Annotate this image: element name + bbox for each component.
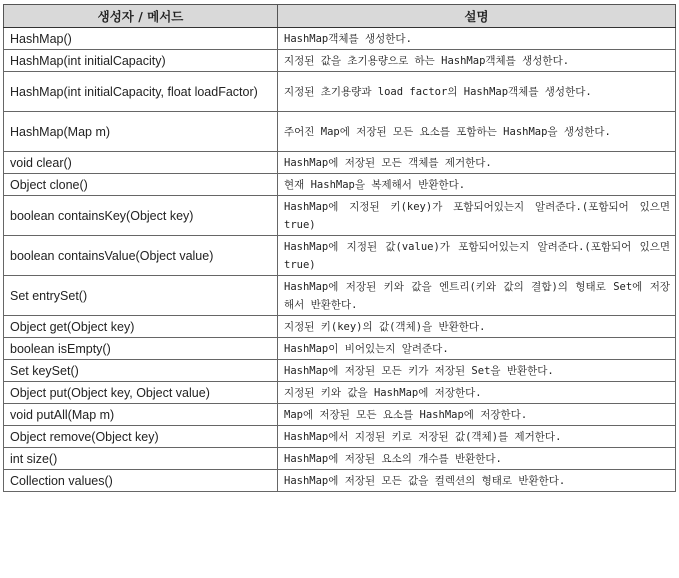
method-cell: Object clone() [4, 174, 278, 196]
description-cell: Map에 저장된 모든 요소를 HashMap에 저장한다. [278, 404, 676, 426]
description-cell: HashMap에서 지정된 키로 저장된 값(객체)를 제거한다. [278, 426, 676, 448]
table-row [4, 28, 676, 50]
table-row [4, 448, 676, 470]
description-cell: 지정된 초기용량과 load factor의 HashMap객체를 생성한다. [278, 72, 676, 112]
table-row [4, 196, 676, 236]
description-cell: HashMap에 지정된 키(key)가 포함되어있는지 알려준다.(포함되어 있으면 true) [278, 196, 676, 236]
description-cell: 지정된 값을 초기용량으로 하는 HashMap객체를 생성한다. [278, 50, 676, 72]
table-row [4, 72, 676, 112]
method-cell: void clear() [4, 152, 278, 174]
method-cell: HashMap(int initialCapacity) [4, 50, 278, 72]
description-cell: 지정된 키(key)의 값(객체)을 반환한다. [278, 316, 676, 338]
table-row [4, 360, 676, 382]
table-row [4, 316, 676, 338]
header-row [4, 5, 676, 28]
description-cell: HashMap객체를 생성한다. [278, 28, 676, 50]
method-cell: boolean containsKey(Object key) [4, 196, 278, 236]
method-cell: Object remove(Object key) [4, 426, 278, 448]
method-cell: void putAll(Map m) [4, 404, 278, 426]
method-cell: Object get(Object key) [4, 316, 278, 338]
method-cell: boolean isEmpty() [4, 338, 278, 360]
description-cell: HashMap이 비어있는지 알려준다. [278, 338, 676, 360]
table-row [4, 470, 676, 492]
description-column-header: 설명 [278, 5, 676, 28]
table-row [4, 426, 676, 448]
description-cell: 지정된 키와 값을 HashMap에 저장한다. [278, 382, 676, 404]
method-cell: Set keySet() [4, 360, 278, 382]
description-cell: HashMap에 저장된 요소의 개수를 반환한다. [278, 448, 676, 470]
method-cell: HashMap() [4, 28, 278, 50]
method-cell: HashMap(Map m) [4, 112, 278, 152]
method-cell: boolean containsValue(Object value) [4, 236, 278, 276]
table-row [4, 382, 676, 404]
description-cell: HashMap에 저장된 모든 객체를 제거한다. [278, 152, 676, 174]
table-row [4, 112, 676, 152]
description-cell: HashMap에 저장된 키와 값을 엔트리(키와 값의 결합)의 형태로 Set에 저장해서 반환한다. [278, 276, 676, 316]
table-row [4, 338, 676, 360]
table-row [4, 174, 676, 196]
table-row [4, 50, 676, 72]
description-cell: HashMap에 지정된 값(value)가 포함되어있는지 알려준다.(포함되어 있으면 true) [278, 236, 676, 276]
method-cell: Collection values() [4, 470, 278, 492]
table-row [4, 404, 676, 426]
method-cell: Object put(Object key, Object value) [4, 382, 278, 404]
method-cell: Set entrySet() [4, 276, 278, 316]
method-cell: int size() [4, 448, 278, 470]
description-cell: 현재 HashMap을 복제해서 반환한다. [278, 174, 676, 196]
description-cell: 주어진 Map에 저장된 모든 요소를 포함하는 HashMap을 생성한다. [278, 112, 676, 152]
table-row [4, 236, 676, 276]
table-row [4, 152, 676, 174]
method-column-header: 생성자 / 메서드 [4, 5, 278, 28]
table-row [4, 276, 676, 316]
description-cell: HashMap에 저장된 모든 키가 저장된 Set을 반환한다. [278, 360, 676, 382]
hashmap-methods-table-wrapper [3, 4, 675, 492]
description-cell: HashMap에 저장된 모든 값을 컬렉션의 형태로 반환한다. [278, 470, 676, 492]
hashmap-methods-table [3, 4, 676, 492]
method-cell: HashMap(int initialCapacity, float loadFactor) [4, 72, 278, 112]
